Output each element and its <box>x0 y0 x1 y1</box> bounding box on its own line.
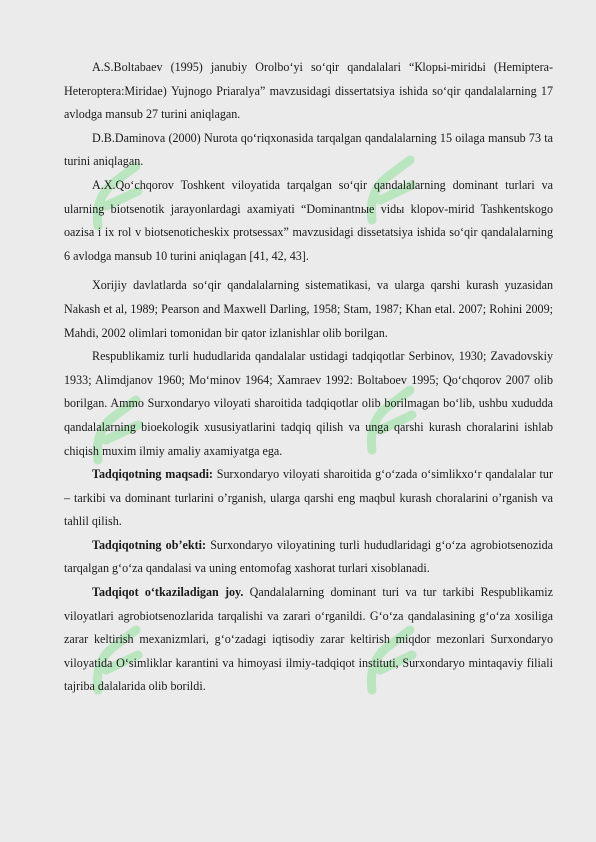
paragraph-research-object: Tadqiqotning ob’ekti: Surxondaryo viloyatining turli hududlaridagi g‘o‘za agrobiotsenozida tarqalgan g‘o‘za qandalasi va uning entomofag xashorat turlari xisoblanadi. <box>64 537 554 576</box>
paragraph-boltabaev: A.S.Boltabaev (1995) janubiy Orolbo‘yi so‘qir qandalalari “Кlорьі-miridьі (Hemiptera-Heteroptera:Miridae) Yujnogo Priaralya” mavzusidagi dissertatsiya ishida so‘qir qandalalarning 17 avlodga mansub 27 turini aniqlagan. <box>64 60 553 122</box>
paragraph-daminova: D.B.Daminova (2000) Nurota qo‘riqxonasida tarqalgan qandalalarning 15 oilaga mansub 73 ta turini aniqlagan. <box>64 130 553 169</box>
paragraph-foreign-research: Xorijiy davlatlarda so‘qir qandalalarning sistematikasi, va ularga qarshi kurash yuzasidan Nakash et al, 1989; Pearson and Maxwell Darling, 1958; Stam, 1987; Khan etal. 2007; Rohini 2009; Mahdi, 2002 olimlari tomonidan bir qator izlanishlar olib borilgan. <box>64 278 553 340</box>
body-text <box>64 56 553 699</box>
paragraph-research-location: Tadqiqot o‘tkaziladigan joy. Qandalalarning dominant turi va tur tarkibi Respublikamiz viloyatlari agrobiotsenozlarida tarqalishi va zarari o‘rganildi. G‘o‘za qandalasining g‘o‘za xosiliga zarar keltirish mexanizmlari, g‘o‘zadagi iqtisodiy zarar keltirish miqdor mezonlari Surxondaryo viloyatida O‘simliklar karantini va himoyasi ilmiy-tadqiqot instituti, Surxondaryo mintaqaviy filiali tajriba dalalarida olib borildi. <box>64 585 553 694</box>
paragraph-qochqorov: A.X.Qo‘chqorov Toshkent viloyatida tarqalgan so‘qir qandalalarning dominant turlari va ularning biotsenotik jarayonlardagi axamiyati “Dominantnыe vidы klopov-mirid Tashkentskogo oazisa i ix rol v biotsenoticheskix protsessax” mavzusidagi dissetatsiya ishida so‘qir qandalalarning 6 avlodga mansub 10 turini aniqlagan [41, 42, 43]. <box>64 177 553 263</box>
paragraph-republic-research: Respublikamiz turli hududlarida qandalalar ustidagi tadqiqotlar Serbinov, 1930; Zavadovskiy 1933; Alimdjanov 1960; Mo‘minov 1964; Xamraev 1992: Boltaboev 1995; Qo‘chqorov 2007 olib borilgan. Ammo Surxondaryo viloyati sharoitida tadqiqotlar olib borilmagan bo‘lib, ushbu xududda qandalalarning bioekologik xususiyatlarini tadqiq qilish va unga qarshi kurash choralarini ishlab chiqish muxim ilmiy amaliy axamiyatga ega. <box>64 349 553 458</box>
paragraph-research-goal: Tadqiqotning maqsadi: Surxondaryo viloyati sharoitida g‘o‘zada o‘simlikxo‘r qandalalar tur – tarkibi va dominant turlarini o’rganish, ularga qarshi eng maqbul kurash choralarini o’rganish va tahlil qilish. <box>64 467 553 529</box>
